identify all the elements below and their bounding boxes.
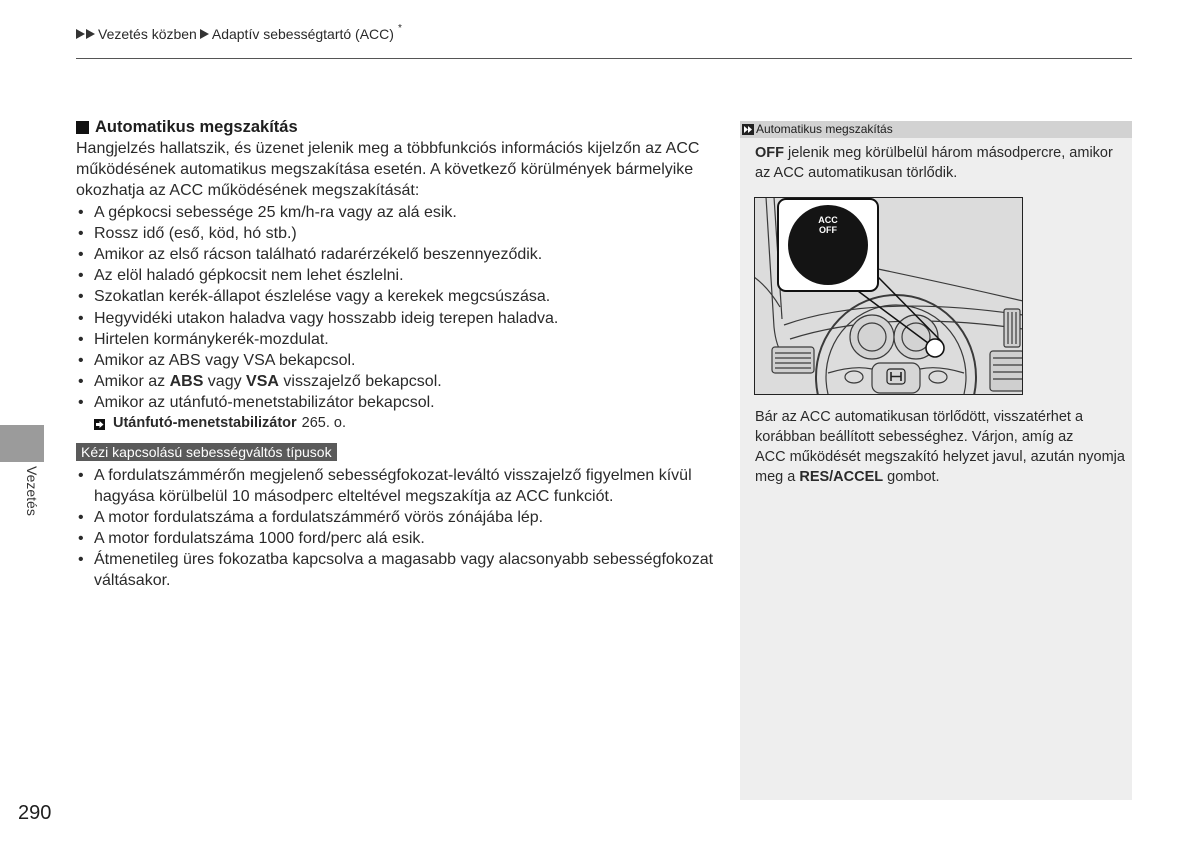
cross-reference[interactable] — [76, 413, 699, 434]
list-item: • A fordulatszámmérőn megjelenő sebességfokozat-leváltó visszajelző figyelmen kívül — [76, 465, 713, 486]
list-item-text: vagy — [203, 373, 247, 391]
cross-reference-page: 265. o. — [301, 415, 347, 432]
intro-line: működésének automatikus megszakítása esetén. A következő körülmények bármelyike — [76, 161, 694, 179]
note-line — [755, 467, 1125, 487]
list-item-continuation: hagyása körülbelül 10 másodperc elteltével megszakítja az ACC funkciót. — [94, 487, 614, 505]
sidebar-note-off — [755, 143, 1113, 183]
triangle-right-icon — [86, 29, 95, 39]
cross-reference-title[interactable]: Utánfutó-menetstabilizátor — [113, 415, 297, 432]
manual-transmission-label: Kézi kapcsolású sebességváltós típusok — [76, 443, 337, 461]
abs-indicator-name: ABS — [169, 373, 204, 391]
header-divider — [76, 58, 1132, 59]
intro-line: Hangjelzés hallatszik, és üzenet jelenik meg a többfunkciós információs kijelzőn az ACC — [76, 140, 700, 157]
list-item: • Szokatlan kerék-állapot észlelése vagy a kerekek megcsúszása. — [76, 286, 699, 307]
dashboard-illustration — [754, 197, 1023, 395]
chapter-tab-label: Vezetés — [24, 466, 40, 516]
list-item: • A gépkocsi sebessége 25 km/h-ra vagy az alá esik. — [76, 202, 699, 223]
intro-line: okozhatja az ACC működésének megszakítását: — [76, 182, 420, 200]
note-text: jelenik meg körülbelül három másodpercre, amikor — [784, 145, 1113, 161]
list-item: • Amikor az ABS vagy VSA bekapcsol. — [76, 350, 699, 371]
list-item: • Átmenetileg üres fokozatba kapcsolva a magasabb vagy alacsonyabb sebességfokozat — [76, 549, 713, 570]
chapter-tab — [0, 425, 44, 462]
triangle-right-icon — [76, 29, 85, 39]
manual-transmission-list — [76, 465, 713, 592]
breadcrumb-asterisk: * — [397, 23, 402, 34]
breadcrumb — [76, 25, 402, 43]
note-line: az ACC automatikusan törlődik. — [755, 165, 958, 181]
note-line: Bár az ACC automatikusan törlődött, visszatérhet a — [755, 409, 1084, 425]
note-line: ACC működését megszakító helyzet javul, azután nyomja — [755, 449, 1125, 465]
list-item: • Hegyvidéki utakon haladva vagy hosszabb ideig terepen haladva. — [76, 308, 699, 329]
list-item — [76, 371, 699, 392]
list-item: • Rossz idő (eső, köd, hó stb.) — [76, 223, 699, 244]
sidebar-header-text: Automatikus megszakítás — [756, 122, 893, 136]
res-accel-button-name: RES/ACCEL — [799, 469, 884, 485]
list-item-text: Amikor az — [94, 373, 170, 391]
arrow-box-icon — [94, 419, 105, 430]
breadcrumb-item-driving: Vezetés közben — [98, 26, 197, 42]
list-item: • A motor fordulatszáma a fordulatszámmérő vörös zónájába lép. — [76, 507, 713, 528]
acc-off-callout — [778, 199, 878, 291]
section-heading-text: Automatikus megszakítás — [95, 118, 298, 136]
list-item: • Hirtelen kormánykerék-mozdulat. — [76, 329, 699, 350]
section-body — [76, 138, 699, 435]
note-text: gombot. — [883, 469, 940, 485]
list-item: • A motor fordulatszáma 1000 ford/perc alá esik. — [76, 528, 713, 549]
display-text-off: OFF — [819, 225, 837, 235]
off-indicator-text: OFF — [755, 145, 784, 161]
list-item-continuation: váltásakor. — [94, 572, 171, 590]
display-text-acc: ACC — [818, 215, 838, 225]
page-number: 290 — [18, 802, 52, 824]
arrow-box-icon — [742, 124, 754, 135]
list-item: • Az elöl haladó gépkocsit nem lehet észlelni. — [76, 265, 699, 286]
note-line: korábban beállított sebességhez. Várjon, amíg az — [755, 429, 1074, 445]
list-item: • Amikor az utánfutó-menetstabilizátor bekapcsol. — [76, 392, 699, 413]
section-heading — [76, 117, 298, 137]
note-line — [755, 143, 1113, 163]
sidebar-header — [740, 121, 1132, 138]
note-text: meg a — [755, 469, 800, 485]
breadcrumb-item-acc: Adaptív sebességtartó (ACC) — [211, 26, 394, 42]
sidebar-note-resume — [755, 407, 1125, 487]
vsa-indicator-name: VSA — [246, 373, 279, 391]
square-icon — [76, 121, 89, 134]
list-item-text: visszajelző bekapcsol. — [278, 373, 442, 391]
list-item: • Amikor az első rácson található radarérzékelő beszennyeződik. — [76, 244, 699, 265]
triangle-right-icon — [200, 29, 209, 39]
